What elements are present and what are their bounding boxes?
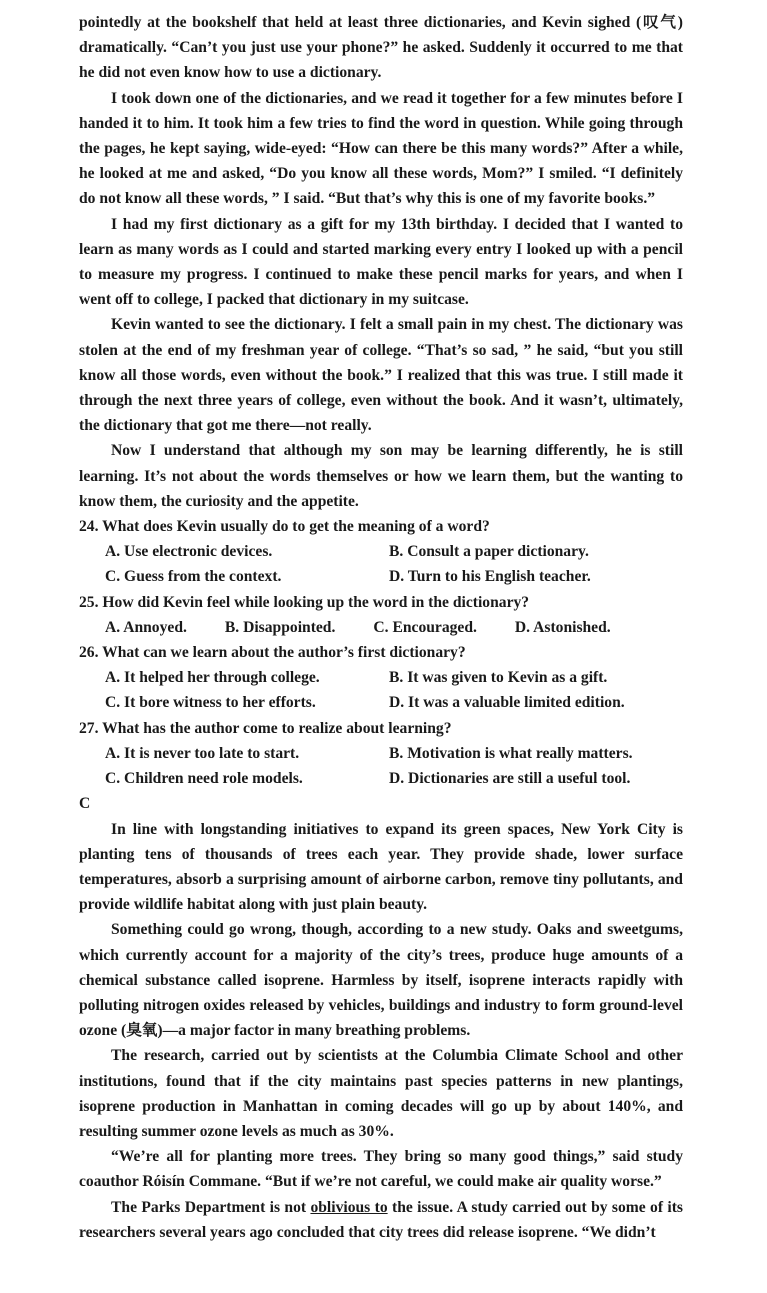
option-row xyxy=(79,615,683,640)
option-row xyxy=(79,539,683,564)
question-27 xyxy=(79,716,683,792)
passage-paragraph: Something could go wrong, though, according to a new study. Oaks and sweetgums, which currently account for a majority of the city’s trees, produce huge amounts of a chemical substance called isoprene. Harmless by itself, isoprene interacts rapidly with polluting nitrogen oxides released by vehicles, buildings and industry to form ground-level ozone (臭氧)—a major factor in many breathing problems. xyxy=(79,921,683,1040)
option-b: B. Consult a paper dictionary. xyxy=(389,543,589,561)
passage-paragraph: Now I understand that although my son may be learning differently, he is still learning. It’s not about the words themselves or how we learn them, but the wanting to know them, the curiosity and the appetite. xyxy=(79,442,683,510)
question-24 xyxy=(79,514,683,590)
option-b: B. Motivation is what really matters. xyxy=(389,744,633,762)
option-a: A. It is never too late to start. xyxy=(105,744,300,762)
option-row xyxy=(79,564,683,589)
passage-paragraph: “We’re all for planting more trees. They bring so many good things,” said study coauthor Róisín Commane. “But if we’re not careful, we could make air quality worse.” xyxy=(79,1148,683,1191)
option-row xyxy=(79,741,683,766)
option-c: C. It bore witness to her efforts. xyxy=(105,694,316,712)
option-row xyxy=(79,665,683,690)
text-run: the issue. A study carried out by some of its researchers several years ago concluded that city trees did release isoprene. “We didn’t xyxy=(79,1198,684,1241)
option-c: C. Guess from the context. xyxy=(105,568,282,586)
underlined-phrase: oblivious to xyxy=(310,1198,388,1216)
question-stem: 25. How did Kevin feel while looking up the word in the dictionary? xyxy=(79,593,530,611)
section-heading: C xyxy=(79,795,91,813)
passage-paragraph xyxy=(79,1195,683,1245)
question-26 xyxy=(79,640,683,716)
option-a: A. Annoyed. xyxy=(105,618,187,636)
option-d: D. Dictionaries are still a useful tool. xyxy=(389,770,631,788)
passage-paragraph: pointedly at the bookshelf that held at least three dictionaries, and Kevin sighed (叹气) dramatically. “Can’t you just use your phone?” he asked. Suddenly it occurred to me that he did not even know how to use a dictionary. xyxy=(79,14,683,82)
option-a: A. It helped her through college. xyxy=(105,669,320,687)
option-a: A. Use electronic devices. xyxy=(105,543,273,561)
question-stem: 24. What does Kevin usually do to get the meaning of a word? xyxy=(79,518,490,536)
text-run: The Parks Department is not xyxy=(111,1198,311,1216)
question-25 xyxy=(79,590,683,640)
question-stem: 26. What can we learn about the author’s first dictionary? xyxy=(79,644,466,662)
passage-paragraph: In line with longstanding initiatives to expand its green spaces, New York City is planting tens of thousands of trees each year. They provide shade, lower surface temperatures, absorb a surprising amount of airborne carbon, remove tiny pollutants, and provide wildlife habitat along with just plain beauty. xyxy=(79,820,683,914)
option-c: C. Children need role models. xyxy=(105,770,303,788)
option-c: C. Encouraged. xyxy=(373,618,477,636)
option-d: D. Turn to his English teacher. xyxy=(389,568,591,586)
question-stem: 27. What has the author come to realize about learning? xyxy=(79,719,452,737)
passage-paragraph: I had my first dictionary as a gift for my 13th birthday. I decided that I wanted to learn as many words as I could and started marking every entry I looked up with a pencil to measure my progress. I continued to make these pencil marks for years, and when I went off to college, I packed that dictionary in my suitcase. xyxy=(79,215,683,309)
passage-paragraph: The research, carried out by scientists at the Columbia Climate School and other institutions, found that if the city maintains past species patterns in new plantings, isoprene production in Manhattan in coming decades will go up by about 140%, and resulting summer ozone levels as much as 30%. xyxy=(79,1047,683,1140)
option-b: B. Disappointed. xyxy=(224,618,336,636)
option-b: B. It was given to Kevin as a gift. xyxy=(389,669,608,687)
option-d: D. Astonished. xyxy=(514,618,611,636)
passage-paragraph: Kevin wanted to see the dictionary. I felt a small pain in my chest. The dictionary was stolen at the end of my freshman year of college. “That’s so sad, ” he said, “but you still know all those words, even without the book.” I realized that this was true. I still made it through the next three years of college, even without the book. And it wasn’t, ultimately, the dictionary that got me there—not really. xyxy=(79,316,683,435)
option-row xyxy=(79,766,683,791)
option-d: D. It was a valuable limited edition. xyxy=(389,694,625,712)
option-row xyxy=(79,690,683,715)
passage-paragraph: I took down one of the dictionaries, and we read it together for a few minutes before I handed it to him. It took him a few tries to find the word in question. While going through the pages, he kept saying, wide-eyed: “How can there be this many words?” After a while, he looked at me and asked, “Do you know all these words, Mom?” I smiled. “I definitely do not know all these words, ” I said. “But that’s why this is one of my favorite books.” xyxy=(79,89,683,208)
